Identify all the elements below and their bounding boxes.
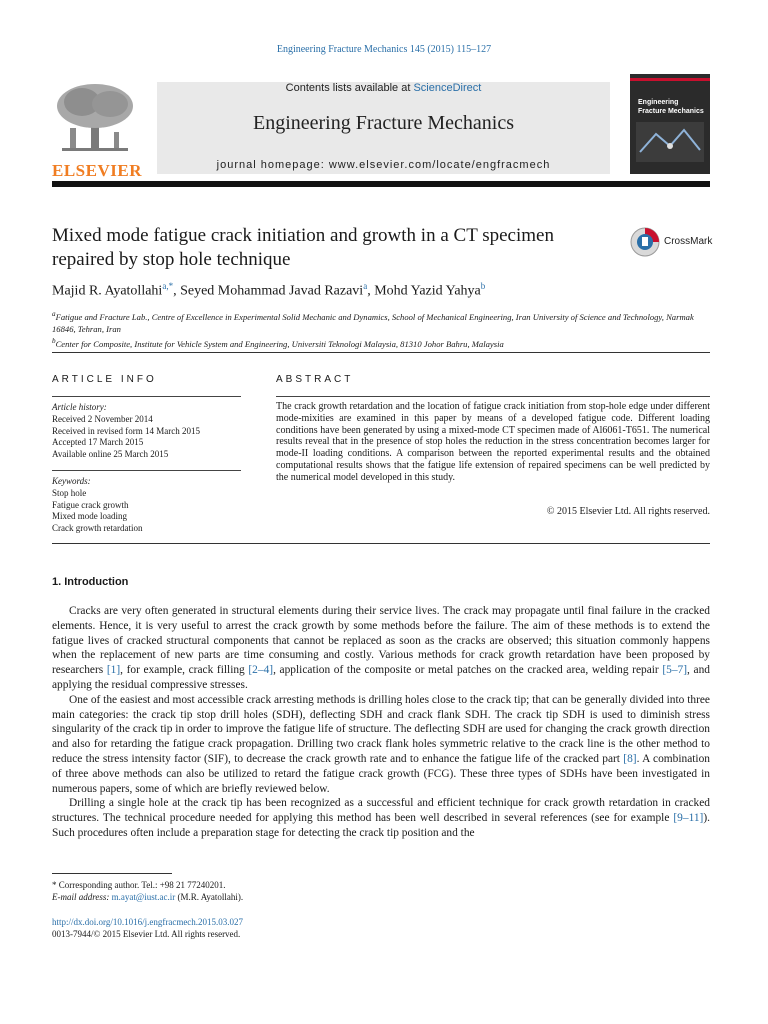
author-name[interactable]: Mohd Yazid Yahya bbox=[374, 283, 481, 299]
affiliation-text: Fatigue and Fracture Lab., Centre of Excellence in Experimental Solid Mechanic and Dynamics, School of Mechanical Engineering, Iran University of Science and Technology, Narmak 16846, Tehran, Iran bbox=[52, 311, 694, 334]
cover-artwork-icon bbox=[636, 122, 704, 162]
email-suffix: (M.R. Ayatollahi). bbox=[175, 892, 244, 902]
crossmark-label: CrossMark bbox=[664, 236, 713, 247]
reference-link[interactable]: [9–11] bbox=[673, 812, 704, 825]
doi-block bbox=[52, 916, 552, 940]
paragraph bbox=[52, 693, 710, 797]
article-info-heading: ARTICLE INFO bbox=[52, 374, 157, 385]
author-name[interactable]: Seyed Mohammad Javad Razavi bbox=[180, 283, 364, 299]
keyword-item: Stop hole bbox=[52, 487, 87, 498]
paragraph-text: ). Such procedures often include a preparation stage for detecting the crack tip position and the bbox=[52, 812, 710, 839]
author-affiliation-mark[interactable]: b bbox=[480, 281, 486, 291]
affiliation-mark: b bbox=[52, 336, 56, 345]
introduction-body bbox=[52, 604, 710, 841]
paragraph-text: One of the easiest and most accessible crack arresting methods is drilling holes close to the crack tip; that can be generally divided into three main categories: the crack tip stop drill holes (SDH), deflecting SDH and crack flank SDH. The crack tip SDH is used to diminish stress singularity of the crack tip in order to improve the fatigue life of structure. The deflecting SDH are used for changing the crack growth direction and also for retarding the fatigue crack propagation. Drilling two crack flank holes symmetric relative to the crack line is the other method to reduce the stress intensity factor (SIF), to decrease the crack growth rate and to enhance the fatigue life of the cracked part bbox=[52, 693, 710, 765]
abstract-rule bbox=[276, 396, 710, 397]
history-label: Article history: bbox=[52, 402, 107, 412]
keywords-label: Keywords: bbox=[52, 476, 91, 486]
affiliation-mark: a bbox=[52, 310, 56, 318]
email-label: E-mail address: bbox=[52, 892, 112, 902]
history-item: Received in revised form 14 March 2015 bbox=[52, 425, 200, 436]
homepage-prefix: journal homepage: bbox=[216, 159, 329, 171]
keyword-item: Mixed mode loading bbox=[52, 511, 127, 522]
history-item: Available online 25 March 2015 bbox=[52, 449, 169, 460]
paper-title: Mixed mode fatigue crack initiation and growth in a CT specimen repaired by stop hole technique bbox=[52, 225, 554, 270]
journal-cover-image[interactable] bbox=[630, 74, 710, 174]
section-heading: 1. Introduction bbox=[52, 576, 129, 588]
issn-copyright: 0013-7944/© 2015 Elsevier Ltd. All rights reserved. bbox=[52, 929, 241, 939]
journal-title: Engineering Fracture Mechanics bbox=[252, 112, 514, 134]
paragraph bbox=[52, 604, 710, 693]
reference-link[interactable]: [8] bbox=[623, 752, 637, 765]
author-separator: , bbox=[367, 283, 375, 299]
abstract-heading: ABSTRACT bbox=[276, 374, 354, 385]
paragraph-text: . A combination of three above methods can also be utilized to retard the fatigue crack growth (FCG). These three types of SDHs have been investigated in numerous papers, some of which are briefly reviewed below. bbox=[52, 752, 710, 795]
homepage-link[interactable]: www.elsevier.com/locate/engfracmech bbox=[328, 159, 551, 171]
sciencedirect-link[interactable]: ScienceDirect bbox=[413, 82, 482, 94]
cover-stripe bbox=[630, 78, 710, 81]
email-note bbox=[52, 891, 552, 903]
journal-homepage bbox=[157, 159, 610, 171]
keywords bbox=[52, 476, 241, 535]
crossmark-icon bbox=[630, 227, 660, 257]
keyword-item: Crack growth retardation bbox=[52, 523, 143, 534]
paragraph-text: , application of the composite or metal patches on the cracked area, welding repair bbox=[273, 664, 663, 677]
history-item: Received 2 November 2014 bbox=[52, 413, 153, 424]
affiliation-a bbox=[52, 308, 712, 335]
publisher-wordmark: ELSEVIER bbox=[52, 161, 142, 180]
paragraph-text: Cracks are very often generated in structural elements during their service lives. The crack may propagate until final failure in the cracked elements. Hence, it is very useful to arrest the crack growth by some methods before the failure. The aim of these methods is to extend the fatigue lives of cracked structural components that cannot be replaced as soon as the cracks are observed; this situation commonly happens when the replacement of new parts are time consuming and costly. Various methods for crack growth retardation have been proposed by researchers bbox=[52, 605, 710, 677]
footnotes bbox=[52, 879, 552, 903]
contents-line bbox=[157, 82, 610, 94]
history-item: Accepted 17 March 2015 bbox=[52, 437, 144, 448]
author-list bbox=[52, 281, 712, 300]
cover-title-line1: Engineering bbox=[638, 99, 679, 106]
section-divider bbox=[52, 543, 710, 544]
tree-logo-icon bbox=[52, 82, 138, 154]
email-link[interactable]: m.ayat@iust.ac.ir bbox=[111, 892, 176, 902]
doi-link[interactable]: http://dx.doi.org/10.1016/j.engfracmech.2015.03.027 bbox=[52, 917, 244, 927]
paragraph-text: , and applying the residual compressive stresses. bbox=[52, 664, 710, 691]
paragraph bbox=[52, 796, 710, 840]
abstract-text: The crack growth retardation and the location of fatigue crack initiation from stop-hole edge under different mode-mixities are examined in this paper by means of a developed fatigue code. Different loading conditions have been generated by using a mixed-mode CT specimen made of Al6061-T651. The numerical results reveal that in the presence of stop holes the reduction in the stress concentration becomes larger for mode-II loading conditions. A comparison between the reported experimental results and the obtained computational results shows that the fatigue life extension of repaired specimens can be well predicted by the numerical model developed in this study. bbox=[276, 401, 710, 483]
article-info-rule bbox=[52, 396, 241, 397]
paragraph-text: Drilling a single hole at the crack tip has been recognized as a successful and efficient technique for crack growth retardation in cracked structures. The technical procedure needed for applying this method has been well described in several references (see for example bbox=[52, 797, 710, 825]
reference-link[interactable]: [2–4] bbox=[248, 664, 274, 677]
paragraph-text: , for example, crack filling bbox=[120, 664, 249, 677]
author-affiliation-mark[interactable]: a bbox=[363, 281, 368, 291]
corresponding-author-note: * Corresponding author. Tel.: +98 21 77240201. bbox=[52, 880, 226, 890]
cover-title-line2: Fracture Mechanics bbox=[638, 108, 704, 115]
article-info-rule bbox=[52, 470, 241, 471]
author-separator: , bbox=[173, 283, 181, 299]
crossmark-badge[interactable] bbox=[630, 227, 712, 257]
footnote-rule bbox=[52, 873, 172, 874]
article-history bbox=[52, 402, 241, 461]
author-name[interactable]: Majid R. Ayatollahi bbox=[52, 283, 163, 299]
header-rule bbox=[52, 181, 710, 187]
affiliation-b bbox=[52, 335, 712, 350]
elsevier-logo[interactable] bbox=[52, 82, 142, 180]
affiliation-text: Center for Composite, Institute for Vehicle System and Engineering, Universiti Teknologi Malaysia, 81310 Johor Bahru, Malaysia bbox=[55, 338, 504, 349]
contents-prefix: Contents lists available at bbox=[285, 82, 414, 94]
journal-citation[interactable]: Engineering Fracture Mechanics 145 (2015) 115–127 bbox=[276, 44, 492, 55]
abstract-copyright: © 2015 Elsevier Ltd. All rights reserved. bbox=[546, 506, 710, 517]
cover-title bbox=[638, 98, 704, 116]
reference-link[interactable]: [1] bbox=[106, 664, 121, 677]
reference-link[interactable]: [5–7] bbox=[662, 664, 688, 677]
author-affiliation-mark[interactable]: a,* bbox=[162, 281, 174, 291]
affiliations bbox=[52, 308, 712, 350]
section-divider bbox=[52, 352, 710, 353]
keyword-item: Fatigue crack growth bbox=[52, 499, 129, 510]
